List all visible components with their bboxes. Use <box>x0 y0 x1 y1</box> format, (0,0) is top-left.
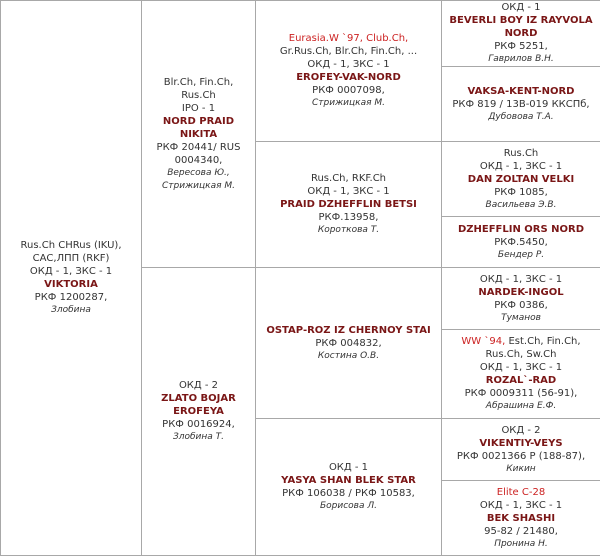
sire-title-1: Blr.Ch, Fin.Ch, <box>145 76 252 89</box>
sd-title-1: Rus.Ch, RKF.Ch <box>259 172 438 185</box>
sire-name: NORD PRAID NIKITA <box>145 115 252 141</box>
dds-name: VIKENTIY-VEYS <box>445 437 597 450</box>
sdd-owner: Бендер Р. <box>445 249 597 262</box>
dam-title-1: ОКД - 2 <box>145 379 252 392</box>
ss-reg: РКФ 0007098, <box>259 84 438 97</box>
dam-owner: Злобина Т. <box>145 431 252 444</box>
dsd-cell <box>442 330 600 419</box>
dd-name: YASYA SHAN BLEK STAR <box>259 474 438 487</box>
sire-cell <box>142 1 256 268</box>
dsd-owner: Абрашина Е.Ф. <box>445 400 597 413</box>
sdd-name: DZHEFFLIN ORS NORD <box>445 223 597 236</box>
sss-owner: Гаврилов В.Н. <box>445 53 597 66</box>
dsd-title-inline: Est.Ch, Fin.Ch, <box>508 336 580 347</box>
dds-title-1: ОКД - 2 <box>445 424 597 437</box>
ss-name: EROFEY-VAK-NORD <box>259 71 438 84</box>
sire-reg-2: 0004340, <box>145 154 252 167</box>
dd-title-1: ОКД - 1 <box>259 461 438 474</box>
ddd-cell <box>442 481 600 556</box>
sd-owner: Короткова Т. <box>259 224 438 237</box>
dog-name: VIKTORIA <box>4 278 138 291</box>
sds-owner: Васильева Э.В. <box>445 199 597 212</box>
sss-cell <box>442 1 600 67</box>
sds-name: DAN ZOLTAN VELKI <box>445 173 597 186</box>
sds-reg: РКФ 1085, <box>445 186 597 199</box>
ds-name: OSTAP-ROZ IZ CHERNOY STAI <box>259 324 438 337</box>
sdd-reg: РКФ.5450, <box>445 236 597 249</box>
ssd-name: VAKSA-KENT-NORD <box>445 85 597 98</box>
ss-owner: Стрижицкая М. <box>259 97 438 110</box>
sd-title-2: ОКД - 1, ЗКС - 1 <box>259 185 438 198</box>
dsd-title-3: ОКД - 1, ЗКС - 1 <box>445 361 597 374</box>
dds-reg: РКФ 0021366 Р (188-87), <box>445 450 597 463</box>
ds-cell <box>256 268 442 419</box>
dss-name: NARDEK-INGOL <box>445 286 597 299</box>
dsd-title-line-1 <box>445 335 597 348</box>
ds-reg: РКФ 004832, <box>259 337 438 350</box>
dam-reg: РКФ 0016924, <box>145 418 252 431</box>
dam-name: ZLATO BOJAR EROFEYA <box>145 392 252 418</box>
sire-title-2: Rus.Ch <box>145 89 252 102</box>
dss-cell <box>442 268 600 330</box>
dog-reg: РКФ 1200287, <box>4 291 138 304</box>
ss-title-2: ОКД - 1, ЗКС - 1 <box>259 58 438 71</box>
dd-cell <box>256 419 442 556</box>
sds-title-2: ОКД - 1, ЗКС - 1 <box>445 160 597 173</box>
dss-owner: Туманов <box>445 312 597 325</box>
dog-title-2: САС,ЛПП (RKF) <box>4 252 138 265</box>
dsd-title-2: Rus.Ch, Sw.Ch <box>445 348 597 361</box>
dog-cell <box>1 1 142 556</box>
dam-cell <box>142 268 256 556</box>
sd-cell <box>256 142 442 268</box>
dds-owner: Кикин <box>445 463 597 476</box>
sire-owner: Вересова Ю., Стрижицкая М. <box>145 167 252 193</box>
sd-reg: РКФ.13958, <box>259 211 438 224</box>
ss-title-1: Gr.Rus.Ch, Blr.Ch, Fin.Ch, ... <box>259 45 438 58</box>
ssd-reg: РКФ 819 / 13В-019 ККСПб, <box>445 98 597 111</box>
ss-red-title: Eurasia.W `97, Club.Ch, <box>259 32 438 45</box>
ssd-owner: Дубовова Т.А. <box>445 111 597 124</box>
dss-reg: РКФ 0386, <box>445 299 597 312</box>
sire-title-3: IPO - 1 <box>145 102 252 115</box>
sire-reg-1: РКФ 20441/ RUS <box>145 141 252 154</box>
dog-title-3: ОКД - 1, ЗКС - 1 <box>4 265 138 278</box>
sds-cell <box>442 142 600 217</box>
ddd-owner: Пронина Н. <box>445 538 597 551</box>
dog-title-1: Rus.Ch CHRus (IKU), <box>4 239 138 252</box>
sdd-cell <box>442 217 600 268</box>
dd-owner: Борисова Л. <box>259 500 438 513</box>
ddd-title-1: ОКД - 1, ЗКС - 1 <box>445 499 597 512</box>
dss-title-1: ОКД - 1, ЗКС - 1 <box>445 273 597 286</box>
dds-cell <box>442 419 600 481</box>
sds-title-1: Rus.Ch <box>445 147 597 160</box>
ddd-reg: 95-82 / 21480, <box>445 525 597 538</box>
sss-name: BEVERLI BOY IZ RAYVOLA NORD <box>445 14 597 40</box>
dog-owner: Злобина <box>4 304 138 317</box>
ss-cell <box>256 1 442 142</box>
ds-owner: Костина О.В. <box>259 350 438 363</box>
sd-name: PRAID DZHEFFLIN BETSI <box>259 198 438 211</box>
sss-title-1: ОКД - 1 <box>445 1 597 14</box>
ddd-name: BEK SHASHI <box>445 512 597 525</box>
dsd-red-title: WW `94, <box>461 336 505 347</box>
sss-reg: РКФ 5251, <box>445 40 597 53</box>
ddd-red-title: Elite C-28 <box>445 486 597 499</box>
dd-reg: РКФ 106038 / РКФ 10583, <box>259 487 438 500</box>
dsd-name: ROZAL`-RAD <box>445 374 597 387</box>
ssd-cell <box>442 67 600 142</box>
dsd-reg: РКФ 0009311 (56-91), <box>445 387 597 400</box>
